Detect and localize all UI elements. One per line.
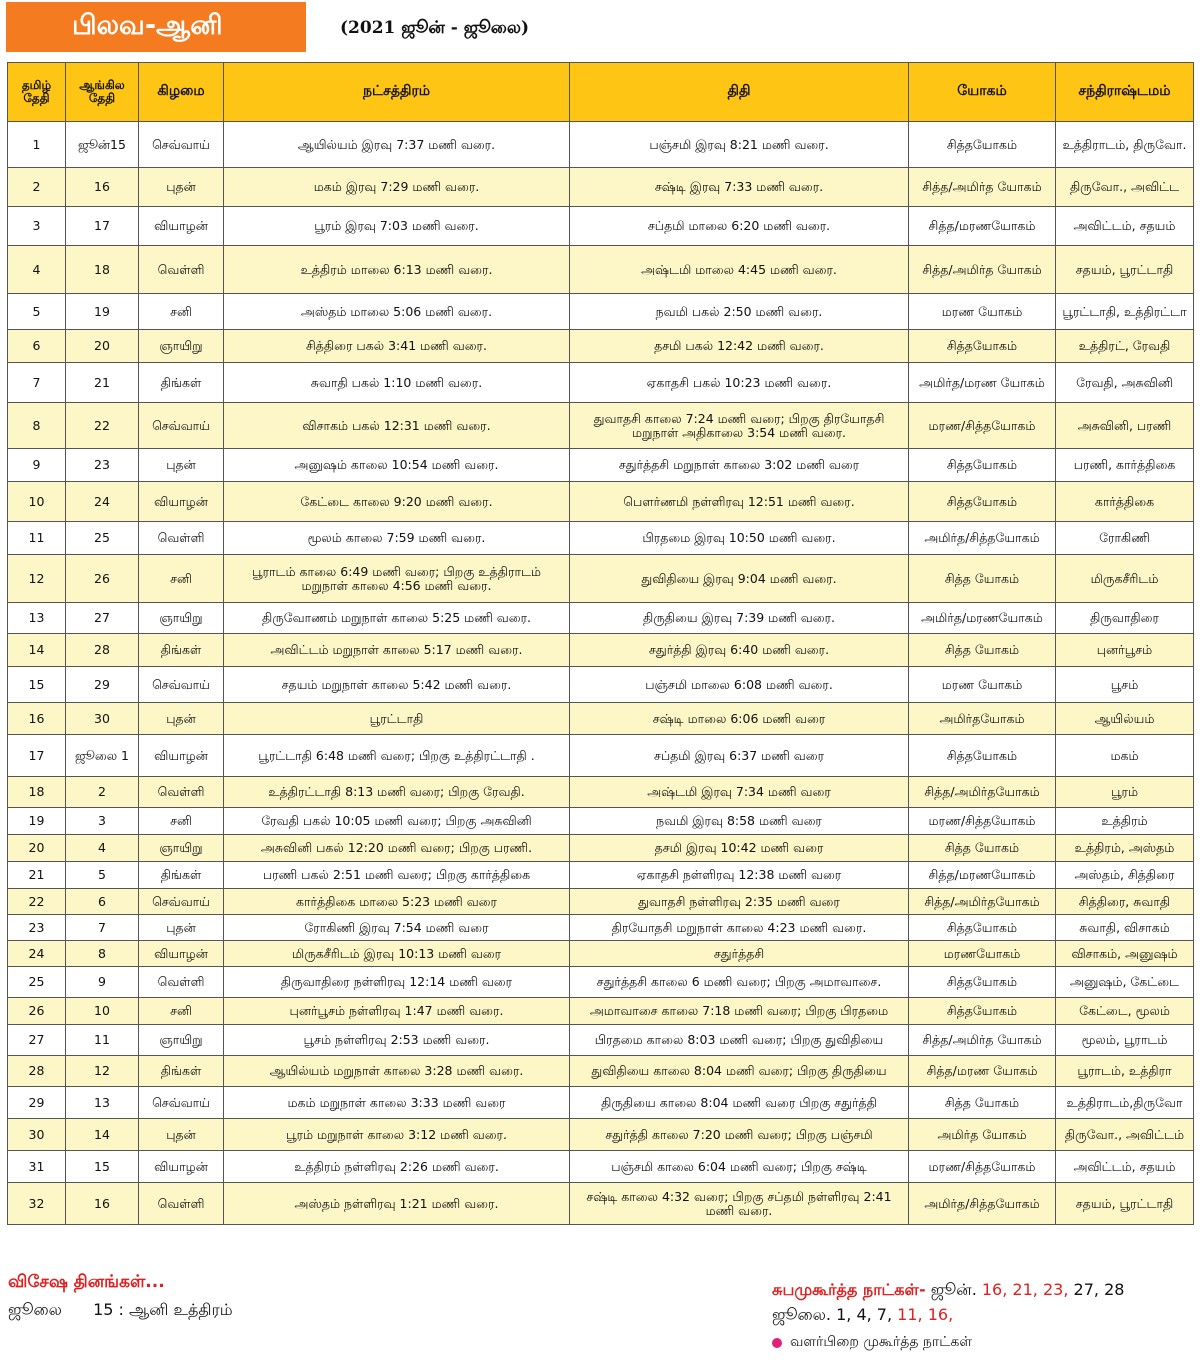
yogam-cell: அமிர்த யோகம் — [909, 1119, 1056, 1151]
special-month: ஜூலை — [8, 1300, 62, 1319]
header-tamil-date: தமிழ் தேதி — [8, 63, 66, 122]
tamil-date-cell: 30 — [8, 1119, 66, 1151]
weekday-cell: வியாழன் — [139, 207, 224, 246]
weekday-cell: ஞாயிறு — [139, 835, 224, 862]
chandrashtamam-cell: மகம் — [1056, 735, 1194, 777]
weekday-cell: திங்கள் — [139, 363, 224, 403]
nakshatra-cell: திருவோணம் மறுநாள் காலை 5:25 மணி வரை. — [224, 603, 570, 634]
tamil-date-cell: 17 — [8, 735, 66, 777]
english-date-cell: 10 — [66, 998, 139, 1025]
table-row — [8, 1056, 1194, 1087]
table-header-row — [8, 63, 1194, 122]
tithi-cell: பஞ்சமி மாலை 6:08 மணி வரை. — [570, 667, 909, 703]
tamil-date-cell: 27 — [8, 1025, 66, 1056]
special-day-entry — [8, 1300, 233, 1321]
nakshatra-cell: பூரம் இரவு 7:03 மணி வரை. — [224, 207, 570, 246]
yogam-cell: மரணயோகம் — [909, 941, 1056, 967]
tithi-cell: ஏகாதசி பகல் 10:23 மணி வரை. — [570, 363, 909, 403]
tithi-cell: திருதியை காலை 8:04 மணி வரை பிறகு சதுர்த்தி — [570, 1087, 909, 1119]
tithi-cell: சஷ்டி காலை 4:32 வரை; பிறகு சப்தமி நள்ளிரவு 2:41 மணி வரை. — [570, 1183, 909, 1225]
nakshatra-cell: ஆயில்யம் இரவு 7:37 மணி வரை. — [224, 122, 570, 168]
english-date-cell: 19 — [66, 294, 139, 330]
header-yogam: யோகம் — [909, 63, 1056, 122]
chandrashtamam-cell: திருவோ., அவிட்ட — [1056, 168, 1194, 207]
yogam-cell: மரண/சித்தயோகம் — [909, 1151, 1056, 1183]
table-row — [8, 835, 1194, 862]
weekday-cell: ஞாயிறு — [139, 1025, 224, 1056]
nakshatra-cell: புனர்பூசம் நள்ளிரவு 1:47 மணி வரை. — [224, 998, 570, 1025]
table-row — [8, 246, 1194, 294]
special-entry: 15 : ஆனி உத்திரம் — [93, 1300, 233, 1319]
chandrashtamam-cell: மூலம், பூராடம் — [1056, 1025, 1194, 1056]
table-row — [8, 889, 1194, 915]
tamil-date-cell: 12 — [8, 555, 66, 603]
english-date-cell: 16 — [66, 168, 139, 207]
english-date-cell: 15 — [66, 1151, 139, 1183]
yogam-cell: சித்த யோகம் — [909, 555, 1056, 603]
header-nakshatra: நட்சத்திரம் — [224, 63, 570, 122]
english-date-cell: 28 — [66, 634, 139, 667]
english-date-cell: 8 — [66, 941, 139, 967]
tamil-date-cell: 13 — [8, 603, 66, 634]
tamil-date-cell: 23 — [8, 915, 66, 941]
nakshatra-cell: ரேவதி பகல் 10:05 மணி வரை; பிறகு அசுவினி — [224, 808, 570, 835]
tamil-date-cell: 29 — [8, 1087, 66, 1119]
tithi-cell: நவமி இரவு 8:58 மணி வரை — [570, 808, 909, 835]
yogam-cell: சித்தயோகம் — [909, 122, 1056, 168]
tithi-cell: சஷ்டி மாலை 6:06 மணி வரை — [570, 703, 909, 735]
yogam-cell: சித்தயோகம் — [909, 330, 1056, 363]
table-row — [8, 862, 1194, 889]
chandrashtamam-cell: அவிட்டம், சதயம் — [1056, 1151, 1194, 1183]
yogam-cell: சித்த/அமிர்த யோகம் — [909, 246, 1056, 294]
table-row — [8, 1151, 1194, 1183]
tithi-cell: சப்தமி மாலை 6:20 மணி வரை. — [570, 207, 909, 246]
nakshatra-cell: விசாகம் பகல் 12:31 மணி வரை. — [224, 403, 570, 449]
chandrashtamam-cell: உத்திராடம்,திருவோ — [1056, 1087, 1194, 1119]
nakshatra-cell: பூசம் நள்ளிரவு 2:53 மணி வரை. — [224, 1025, 570, 1056]
july-day: 7, — [876, 1305, 893, 1324]
header-chandrashtamam: சந்திராஷ்டமம் — [1056, 63, 1194, 122]
english-date-cell: 23 — [66, 449, 139, 482]
page-title: பிலவ-ஆனி — [6, 2, 306, 52]
tithi-cell: சப்தமி இரவு 6:37 மணி வரை — [570, 735, 909, 777]
tamil-date-cell: 11 — [8, 522, 66, 555]
nakshatra-cell: சதயம் மறுநாள் காலை 5:42 மணி வரை. — [224, 667, 570, 703]
yogam-cell: மரண யோகம் — [909, 667, 1056, 703]
tamil-date-cell: 21 — [8, 862, 66, 889]
tamil-date-cell: 2 — [8, 168, 66, 207]
yogam-cell: சித்த/அமிர்த யோகம் — [909, 168, 1056, 207]
chandrashtamam-cell: கார்த்திகை — [1056, 482, 1194, 522]
tithi-cell: தசமி இரவு 10:42 மணி வரை — [570, 835, 909, 862]
table-row — [8, 363, 1194, 403]
tithi-cell: அஷ்டமி இரவு 7:34 மணி வரை — [570, 777, 909, 808]
table-row — [8, 122, 1194, 168]
table-row — [8, 168, 1194, 207]
chandrashtamam-cell: உத்திராடம், திருவோ. — [1056, 122, 1194, 168]
yogam-cell: மரண/சித்தயோகம் — [909, 403, 1056, 449]
nakshatra-cell: பூராடம் காலை 6:49 மணி வரை; பிறகு உத்திராடம் மறுநாள் காலை 4:56 மணி வரை. — [224, 555, 570, 603]
chandrashtamam-cell: ஆயில்யம் — [1056, 703, 1194, 735]
table-row — [8, 330, 1194, 363]
yogam-cell: சித்த/அமிர்தயோகம் — [909, 889, 1056, 915]
chandrashtamam-cell: பூரட்டாதி, உத்திரட்டா — [1056, 294, 1194, 330]
chandrashtamam-cell: மிருகசீரிடம் — [1056, 555, 1194, 603]
chandrashtamam-cell: உத்திரம், அஸ்தம் — [1056, 835, 1194, 862]
table-row — [8, 403, 1194, 449]
tithi-cell: சதுர்த்தசி மறுநாள் காலை 3:02 மணி வரை — [570, 449, 909, 482]
yogam-cell: சித்த யோகம் — [909, 1087, 1056, 1119]
nakshatra-cell: உத்திரட்டாதி 8:13 மணி வரை; பிறகு ரேவதி. — [224, 777, 570, 808]
nakshatra-cell: பூரம் மறுநாள் காலை 3:12 மணி வரை. — [224, 1119, 570, 1151]
june-day: 28 — [1104, 1280, 1125, 1299]
tamil-date-cell: 22 — [8, 889, 66, 915]
nakshatra-cell: உத்திரம் நள்ளிரவு 2:26 மணி வரை. — [224, 1151, 570, 1183]
yogam-cell: சித்த/அமிர்தயோகம் — [909, 777, 1056, 808]
weekday-cell: செவ்வாய் — [139, 1087, 224, 1119]
weekday-cell: வியாழன் — [139, 1151, 224, 1183]
tithi-cell: சதுர்த்தி காலை 7:20 மணி வரை; பிறகு பஞ்சமி — [570, 1119, 909, 1151]
bullet-dot-icon — [772, 1338, 782, 1348]
weekday-cell: வெள்ளி — [139, 246, 224, 294]
tithi-cell: அஷ்டமி மாலை 4:45 மணி வரை. — [570, 246, 909, 294]
tithi-cell: ஏகாதசி நள்ளிரவு 12:38 மணி வரை — [570, 862, 909, 889]
tamil-date-cell: 25 — [8, 967, 66, 998]
june-day: 16, — [981, 1280, 1008, 1299]
tamil-date-cell: 28 — [8, 1056, 66, 1087]
tamil-date-cell: 19 — [8, 808, 66, 835]
english-date-cell: 9 — [66, 967, 139, 998]
weekday-cell: புதன் — [139, 915, 224, 941]
yogam-cell: சித்த/மரணயோகம் — [909, 862, 1056, 889]
table-row — [8, 915, 1194, 941]
tamil-date-cell: 18 — [8, 777, 66, 808]
english-date-cell: 4 — [66, 835, 139, 862]
weekday-cell: சனி — [139, 555, 224, 603]
chandrashtamam-cell: அவிட்டம், சதயம் — [1056, 207, 1194, 246]
table-row — [8, 207, 1194, 246]
tithi-cell: அமாவாசை காலை 7:18 மணி வரை; பிறகு பிரதமை — [570, 998, 909, 1025]
table-row — [8, 967, 1194, 998]
weekday-cell: வியாழன் — [139, 735, 224, 777]
nakshatra-cell: கேட்டை காலை 9:20 மணி வரை. — [224, 482, 570, 522]
tamil-date-cell: 10 — [8, 482, 66, 522]
table-row — [8, 555, 1194, 603]
tithi-cell: சஷ்டி இரவு 7:33 மணி வரை. — [570, 168, 909, 207]
weekday-cell: சனி — [139, 294, 224, 330]
yogam-cell: மரண யோகம் — [909, 294, 1056, 330]
english-date-cell: ஜூலை 1 — [66, 735, 139, 777]
tamil-date-cell: 24 — [8, 941, 66, 967]
chandrashtamam-cell: ரோகிணி — [1056, 522, 1194, 555]
tithi-cell: சதுர்த்தசி காலை 6 மணி வரை; பிறகு அமாவாசை. — [570, 967, 909, 998]
english-date-cell: 17 — [66, 207, 139, 246]
weekday-cell: செவ்வாய் — [139, 889, 224, 915]
july-day: 4, — [856, 1305, 872, 1324]
yogam-cell: சித்தயோகம் — [909, 482, 1056, 522]
chandrashtamam-cell: பரணி, கார்த்திகை — [1056, 449, 1194, 482]
english-date-cell: 30 — [66, 703, 139, 735]
nakshatra-cell: பரணி பகல் 2:51 மணி வரை; பிறகு கார்த்திகை — [224, 862, 570, 889]
nakshatra-cell: பூரட்டாதி — [224, 703, 570, 735]
nakshatra-cell: பூரட்டாதி 6:48 மணி வரை; பிறகு உத்திரட்டாதி . — [224, 735, 570, 777]
weekday-cell: வெள்ளி — [139, 967, 224, 998]
table-row — [8, 808, 1194, 835]
table-row — [8, 482, 1194, 522]
weekday-cell: புதன் — [139, 703, 224, 735]
tithi-cell: துவிதியை காலை 8:04 மணி வரை; பிறகு திருதியை — [570, 1056, 909, 1087]
tamil-date-cell: 20 — [8, 835, 66, 862]
english-date-cell: 18 — [66, 246, 139, 294]
table-row — [8, 449, 1194, 482]
tamil-date-cell: 8 — [8, 403, 66, 449]
yogam-cell: சித்தயோகம் — [909, 915, 1056, 941]
chandrashtamam-cell: பூராடம், உத்திரா — [1056, 1056, 1194, 1087]
nakshatra-cell: அவிட்டம் மறுநாள் காலை 5:17 மணி வரை. — [224, 634, 570, 667]
chandrashtamam-cell: உத்திரட், ரேவதி — [1056, 330, 1194, 363]
nakshatra-cell: ஆயில்யம் மறுநாள் காலை 3:28 மணி வரை. — [224, 1056, 570, 1087]
header-tithi: திதி — [570, 63, 909, 122]
weekday-cell: புதன் — [139, 1119, 224, 1151]
july-day: 11, — [897, 1305, 923, 1324]
table-row — [8, 603, 1194, 634]
tithi-cell: பஞ்சமி காலை 6:04 மணி வரை; பிறகு சஷ்டி — [570, 1151, 909, 1183]
weekday-cell: செவ்வாய் — [139, 122, 224, 168]
tamil-date-cell: 14 — [8, 634, 66, 667]
tamil-date-cell: 7 — [8, 363, 66, 403]
tamil-date-cell: 9 — [8, 449, 66, 482]
english-date-cell: ஜூன்15 — [66, 122, 139, 168]
weekday-cell: செவ்வாய் — [139, 403, 224, 449]
chandrashtamam-cell: அஸ்தம், சித்திரை — [1056, 862, 1194, 889]
weekday-cell: வியாழன் — [139, 941, 224, 967]
weekday-cell: செவ்வாய் — [139, 667, 224, 703]
tithi-cell: துவாதசி நள்ளிரவு 2:35 மணி வரை — [570, 889, 909, 915]
weekday-cell: ஞாயிறு — [139, 603, 224, 634]
weekday-cell: வியாழன் — [139, 482, 224, 522]
nakshatra-cell: அனுஷம் காலை 10:54 மணி வரை. — [224, 449, 570, 482]
tithi-cell: பௌர்ணமி நள்ளிரவு 12:51 மணி வரை. — [570, 482, 909, 522]
tithi-cell: பஞ்சமி இரவு 8:21 மணி வரை. — [570, 122, 909, 168]
page-subtitle: (2021 ஜூன் - ஜூலை) — [340, 18, 530, 38]
table-row — [8, 1183, 1194, 1225]
chandrashtamam-cell: திருவோ., அவிட்டம் — [1056, 1119, 1194, 1151]
yogam-cell: அமிர்த/சித்தயோகம் — [909, 1183, 1056, 1225]
tamil-date-cell: 16 — [8, 703, 66, 735]
nakshatra-cell: மிருகசீரிடம் இரவு 10:13 மணி வரை — [224, 941, 570, 967]
chandrashtamam-cell: கேட்டை, மூலம் — [1056, 998, 1194, 1025]
yogam-cell: மரண/சித்தயோகம் — [909, 808, 1056, 835]
nakshatra-cell: மகம் மறுநாள் காலை 3:33 மணி வரை — [224, 1087, 570, 1119]
table-body — [8, 122, 1194, 1225]
table-row — [8, 941, 1194, 967]
english-date-cell: 20 — [66, 330, 139, 363]
tamil-date-cell: 15 — [8, 667, 66, 703]
english-date-cell: 5 — [66, 862, 139, 889]
chandrashtamam-cell: சதயம், பூரட்டாதி — [1056, 1183, 1194, 1225]
english-date-cell: 21 — [66, 363, 139, 403]
chandrashtamam-cell: புனர்பூசம் — [1056, 634, 1194, 667]
yogam-cell: சித்தயோகம் — [909, 998, 1056, 1025]
weekday-cell: திங்கள் — [139, 862, 224, 889]
english-date-cell: 29 — [66, 667, 139, 703]
tithi-cell: திருதியை இரவு 7:39 மணி வரை. — [570, 603, 909, 634]
english-date-cell: 11 — [66, 1025, 139, 1056]
table-row — [8, 998, 1194, 1025]
yogam-cell: சித்த யோகம் — [909, 835, 1056, 862]
tamil-date-cell: 4 — [8, 246, 66, 294]
yogam-cell: அமிர்தயோகம் — [909, 703, 1056, 735]
table-row — [8, 703, 1194, 735]
tamil-date-cell: 32 — [8, 1183, 66, 1225]
nakshatra-cell: மூலம் காலை 7:59 மணி வரை. — [224, 522, 570, 555]
table-row — [8, 294, 1194, 330]
tamil-date-cell: 26 — [8, 998, 66, 1025]
chandrashtamam-cell: சித்திரை, சுவாதி — [1056, 889, 1194, 915]
nakshatra-cell: அசுவினி பகல் 12:20 மணி வரை; பிறகு பரணி. — [224, 835, 570, 862]
table-row — [8, 1119, 1194, 1151]
tithi-cell: திரயோதசி மறுநாள் காலை 4:23 மணி வரை. — [570, 915, 909, 941]
yogam-cell: சித்த/அமிர்த யோகம் — [909, 1025, 1056, 1056]
yogam-cell: அமிர்த/மரண யோகம் — [909, 363, 1056, 403]
june-day: 23, — [1042, 1280, 1069, 1299]
yogam-cell: சித்த/மரணயோகம் — [909, 207, 1056, 246]
june-day: 21, — [1012, 1280, 1038, 1299]
tithi-cell: துவாதசி காலை 7:24 மணி வரை; பிறகு திரயோதசி மறுநாள் அதிகாலை 3:54 மணி வரை. — [570, 403, 909, 449]
english-date-cell: 26 — [66, 555, 139, 603]
june-prefix: ஜூன். — [930, 1280, 977, 1299]
nakshatra-cell: மகம் இரவு 7:29 மணி வரை. — [224, 168, 570, 207]
nakshatra-cell: உத்திரம் மாலை 6:13 மணி வரை. — [224, 246, 570, 294]
muhurtham-july — [772, 1305, 953, 1326]
weekday-cell: புதன் — [139, 168, 224, 207]
nakshatra-cell: ரோகிணி இரவு 7:54 மணி வரை — [224, 915, 570, 941]
table-row — [8, 1025, 1194, 1056]
yogam-cell: சித்தயோகம் — [909, 449, 1056, 482]
english-date-cell: 6 — [66, 889, 139, 915]
legend-text: வளர்பிறை முகூர்த்த நாட்கள் — [790, 1334, 972, 1350]
header-english-date: ஆங்கில தேதி — [66, 63, 139, 122]
yogam-cell: அமிர்த/சித்தயோகம் — [909, 522, 1056, 555]
weekday-cell: ஞாயிறு — [139, 330, 224, 363]
muhurtham-label: சுபமுகூர்த்த நாட்கள்- — [772, 1280, 926, 1299]
table-row — [8, 777, 1194, 808]
english-date-cell: 14 — [66, 1119, 139, 1151]
yogam-cell: சித்தயோகம் — [909, 967, 1056, 998]
tamil-date-cell: 6 — [8, 330, 66, 363]
yogam-cell: சித்த யோகம் — [909, 634, 1056, 667]
weekday-cell: திங்கள் — [139, 1056, 224, 1087]
tithi-cell: துவிதியை இரவு 9:04 மணி வரை. — [570, 555, 909, 603]
chandrashtamam-cell: பூரம் — [1056, 777, 1194, 808]
july-day: 16, — [927, 1305, 954, 1324]
weekday-cell: வெள்ளி — [139, 777, 224, 808]
weekday-cell: திங்கள் — [139, 634, 224, 667]
yogam-cell: சித்த/மரண யோகம் — [909, 1056, 1056, 1087]
english-date-cell: 22 — [66, 403, 139, 449]
english-date-cell: 16 — [66, 1183, 139, 1225]
tamil-date-cell: 1 — [8, 122, 66, 168]
tamil-date-cell: 3 — [8, 207, 66, 246]
weekday-cell: வெள்ளி — [139, 1183, 224, 1225]
nakshatra-cell: அஸ்தம் நள்ளிரவு 1:21 மணி வரை. — [224, 1183, 570, 1225]
chandrashtamam-cell: திருவாதிரை — [1056, 603, 1194, 634]
header-weekday: கிழமை — [139, 63, 224, 122]
yogam-cell: அமிர்த/மரணயோகம் — [909, 603, 1056, 634]
chandrashtamam-cell: உத்திரம் — [1056, 808, 1194, 835]
table-row — [8, 522, 1194, 555]
english-date-cell: 12 — [66, 1056, 139, 1087]
chandrashtamam-cell: பூசம் — [1056, 667, 1194, 703]
english-date-cell: 27 — [66, 603, 139, 634]
chandrashtamam-cell: சுவாதி, விசாகம் — [1056, 915, 1194, 941]
weekday-cell: வெள்ளி — [139, 522, 224, 555]
june-day: 27, — [1073, 1280, 1099, 1299]
nakshatra-cell: அஸ்தம் மாலை 5:06 மணி வரை. — [224, 294, 570, 330]
tithi-cell: பிரதமை காலை 8:03 மணி வரை; பிறகு துவிதியை — [570, 1025, 909, 1056]
chandrashtamam-cell: விசாகம், அனுஷம் — [1056, 941, 1194, 967]
chandrashtamam-cell: ரேவதி, அசுவினி — [1056, 363, 1194, 403]
muhurtham-legend — [772, 1334, 972, 1352]
special-days-title: விசேஷ தினங்கள்... — [8, 1272, 165, 1292]
july-prefix: ஜூலை. — [772, 1305, 831, 1324]
english-date-cell: 7 — [66, 915, 139, 941]
english-date-cell: 3 — [66, 808, 139, 835]
table-row — [8, 634, 1194, 667]
weekday-cell: சனி — [139, 998, 224, 1025]
tithi-cell: பிரதமை இரவு 10:50 மணி வரை. — [570, 522, 909, 555]
chandrashtamam-cell: சதயம், பூரட்டாதி — [1056, 246, 1194, 294]
tithi-cell: நவமி பகல் 2:50 மணி வரை. — [570, 294, 909, 330]
nakshatra-cell: கார்த்திகை மாலை 5:23 மணி வரை — [224, 889, 570, 915]
chandrashtamam-cell: அனுஷம், கேட்டை — [1056, 967, 1194, 998]
tithi-cell: தசமி பகல் 12:42 மணி வரை. — [570, 330, 909, 363]
tithi-cell: சதுர்த்தசி — [570, 941, 909, 967]
tamil-date-cell: 31 — [8, 1151, 66, 1183]
yogam-cell: சித்தயோகம் — [909, 735, 1056, 777]
english-date-cell: 24 — [66, 482, 139, 522]
nakshatra-cell: சித்திரை பகல் 3:41 மணி வரை. — [224, 330, 570, 363]
nakshatra-cell: திருவாதிரை நள்ளிரவு 12:14 மணி வரை — [224, 967, 570, 998]
muhurtham-june — [772, 1280, 1124, 1301]
table-row — [8, 735, 1194, 777]
table-row — [8, 667, 1194, 703]
english-date-cell: 13 — [66, 1087, 139, 1119]
english-date-cell: 25 — [66, 522, 139, 555]
chandrashtamam-cell: அசுவினி, பரணி — [1056, 403, 1194, 449]
tithi-cell: சதுர்த்தி இரவு 6:40 மணி வரை. — [570, 634, 909, 667]
table-row — [8, 1087, 1194, 1119]
panchangam-table — [7, 62, 1194, 1225]
weekday-cell: புதன் — [139, 449, 224, 482]
english-date-cell: 2 — [66, 777, 139, 808]
weekday-cell: சனி — [139, 808, 224, 835]
tamil-date-cell: 5 — [8, 294, 66, 330]
july-day: 1, — [836, 1305, 852, 1324]
nakshatra-cell: சுவாதி பகல் 1:10 மணி வரை. — [224, 363, 570, 403]
